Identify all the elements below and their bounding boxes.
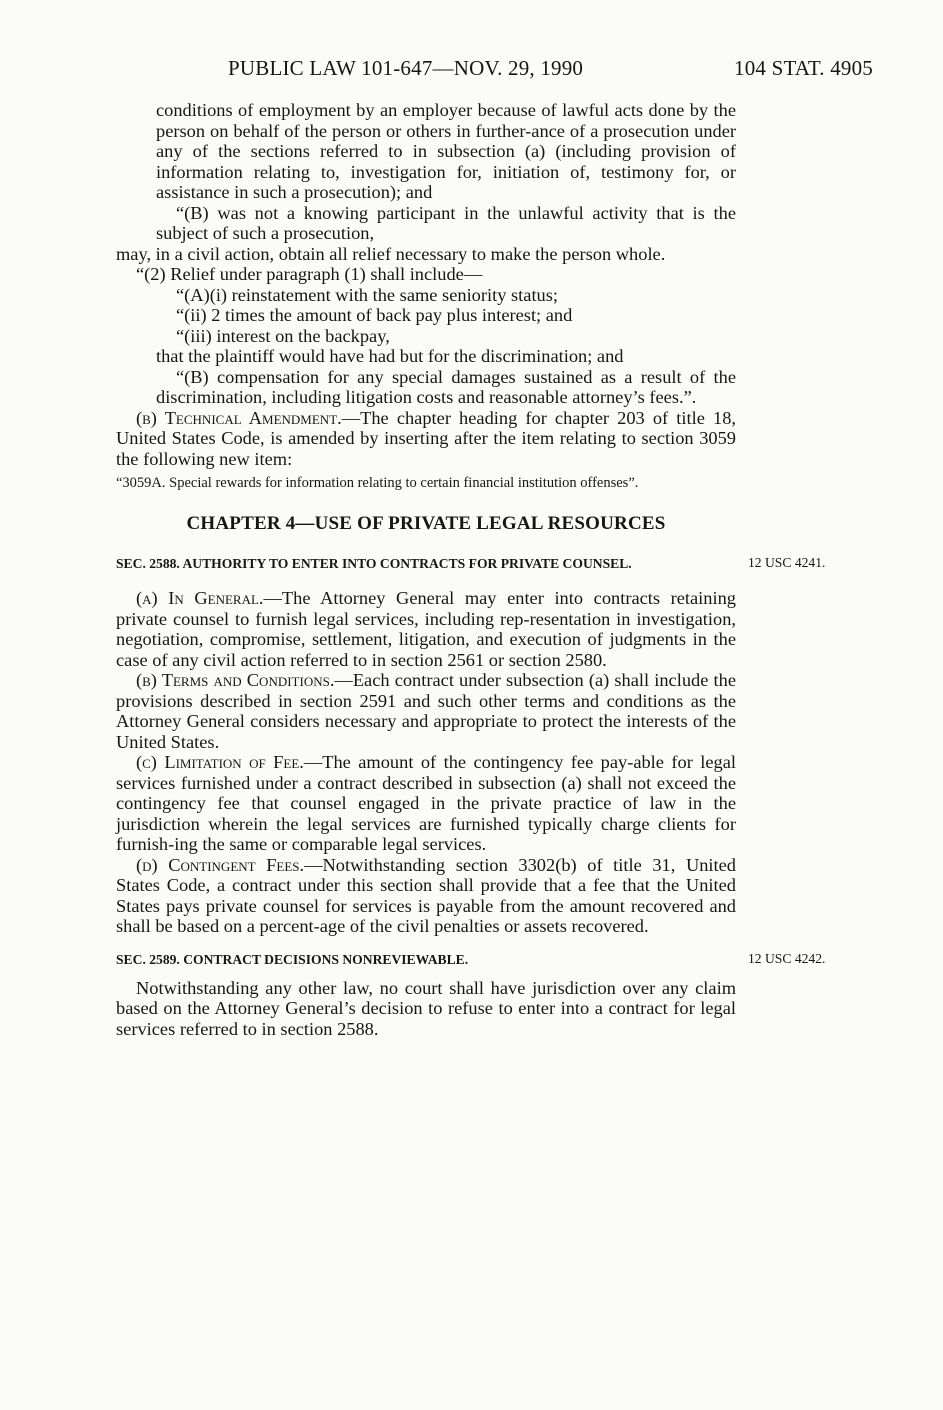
- subsection-label: (d) Contingent Fees.: [136, 854, 305, 875]
- subsection-text: —The amount of the contingency fee pay-able for legal services furnished under a contract described in subsection (a) shall not exceed the contingency fee that counsel engaged in the private practice of law in the jurisdiction wherein the legal services are furnished typically charge clients for furnish-ing the same or comparable legal services.: [116, 752, 736, 854]
- paragraph-relief: “(2) Relief under paragraph (1) shall include—: [136, 264, 483, 284]
- subsection-d: [116, 855, 736, 937]
- subsection-b: [116, 670, 736, 752]
- usc-margin-note: 12 USC 4242.: [748, 950, 826, 966]
- paragraph-interest: “(iii) interest on the backpay,: [176, 325, 390, 346]
- section-text: Notwithstanding any other law, no court shall have jurisdiction over any claim based on the Attorney General’s decision to refuse to enter into a contract for legal services referred to in section 2588.: [116, 977, 736, 1039]
- paragraph-reinstatement: “(A)(i) reinstatement with the same seniority status;: [176, 284, 559, 305]
- paragraph-plaintiff: that the plaintiff would have had but for the discrimination; and: [156, 346, 624, 366]
- paragraph-b-knowing: “(B) was not a knowing participant in the unlawful activity that is the subject of such a prosecution,: [156, 202, 736, 243]
- paragraph-continuation: conditions of employment by an employer because of lawful acts done by the person on behalf of the person or others in further-ance of a prosecution under any of the sections referred to in subsection (a) (including provision of information relating to, investigation for, initiation of, testimony for, or assistance in such a prosecution); and: [156, 100, 736, 202]
- usc-margin-note: 12 USC 4241.: [748, 555, 826, 570]
- section-heading: SEC. 2589. CONTRACT DECISIONS NONREVIEWABLE.: [116, 951, 469, 967]
- subsection-text: —The Attorney General may enter into contracts retaining private counsel to furnish legal services, including rep-resentation in investigation, negotiation, compromise, settlement, litigation, and execution of judgments in the case of any civil action referred to in section 2561 or section 2580.: [116, 588, 736, 670]
- section-2589: [116, 950, 826, 1040]
- paragraph-civil-action: may, in a civil action, obtain all relief necessary to make the person whole.: [116, 243, 666, 264]
- running-header-left: PUBLIC LAW 101-647—NOV. 29, 1990: [228, 56, 584, 80]
- subsection-a: [116, 588, 736, 670]
- subsection-text: —Notwithstanding section 3302(b) of title 31, United States Code, a contract under this section shall provide that a fee that the United States pays private counsel for services is payable from the amount recovered and shall be based on a percent-age of the civil penalties or assets recovered.: [116, 854, 736, 936]
- document-body: [116, 100, 826, 1039]
- subsection-label: (a) In General.: [136, 588, 264, 608]
- paragraph-back-pay: “(ii) 2 times the amount of back pay plus interest; and: [176, 305, 573, 325]
- chapter-title: CHAPTER 4—USE OF PRIVATE LEGAL RESOURCES: [186, 513, 666, 534]
- new-item-3059a: “3059A. Special rewards for information relating to certain financial institution offenses”.: [116, 475, 639, 491]
- subsection-label: (b) Terms and Conditions.: [136, 670, 335, 690]
- subsection-text: —The chapter heading for chapter 203 of title 18, United States Code, is amended by inserting after the item relating to section 3059 the following new item:: [116, 407, 736, 469]
- paragraph-compensation: “(B) compensation for any special damages sustained as a result of the discrimination, including litigation costs and reasonable attorney’s fees.”.: [156, 366, 736, 407]
- paragraph-technical-amendment: [116, 408, 736, 470]
- subsection-c: [116, 752, 736, 855]
- subsection-label: (c) Limitation of Fee.: [136, 752, 304, 772]
- section-2588: [116, 555, 826, 937]
- section-heading: SEC. 2588. AUTHORITY TO ENTER INTO CONTRACTS FOR PRIVATE COUNSEL.: [116, 556, 632, 571]
- subsection-text: —Each contract under subsection (a) shall include the provisions described in section 2591 and such other terms and conditions as the Attorney General considers necessary and appropriate to protect the interests of the United States.: [116, 670, 736, 752]
- subsection-label: (b) Technical Amendment.: [136, 407, 342, 428]
- running-header-right: 104 STAT. 4905: [734, 56, 873, 80]
